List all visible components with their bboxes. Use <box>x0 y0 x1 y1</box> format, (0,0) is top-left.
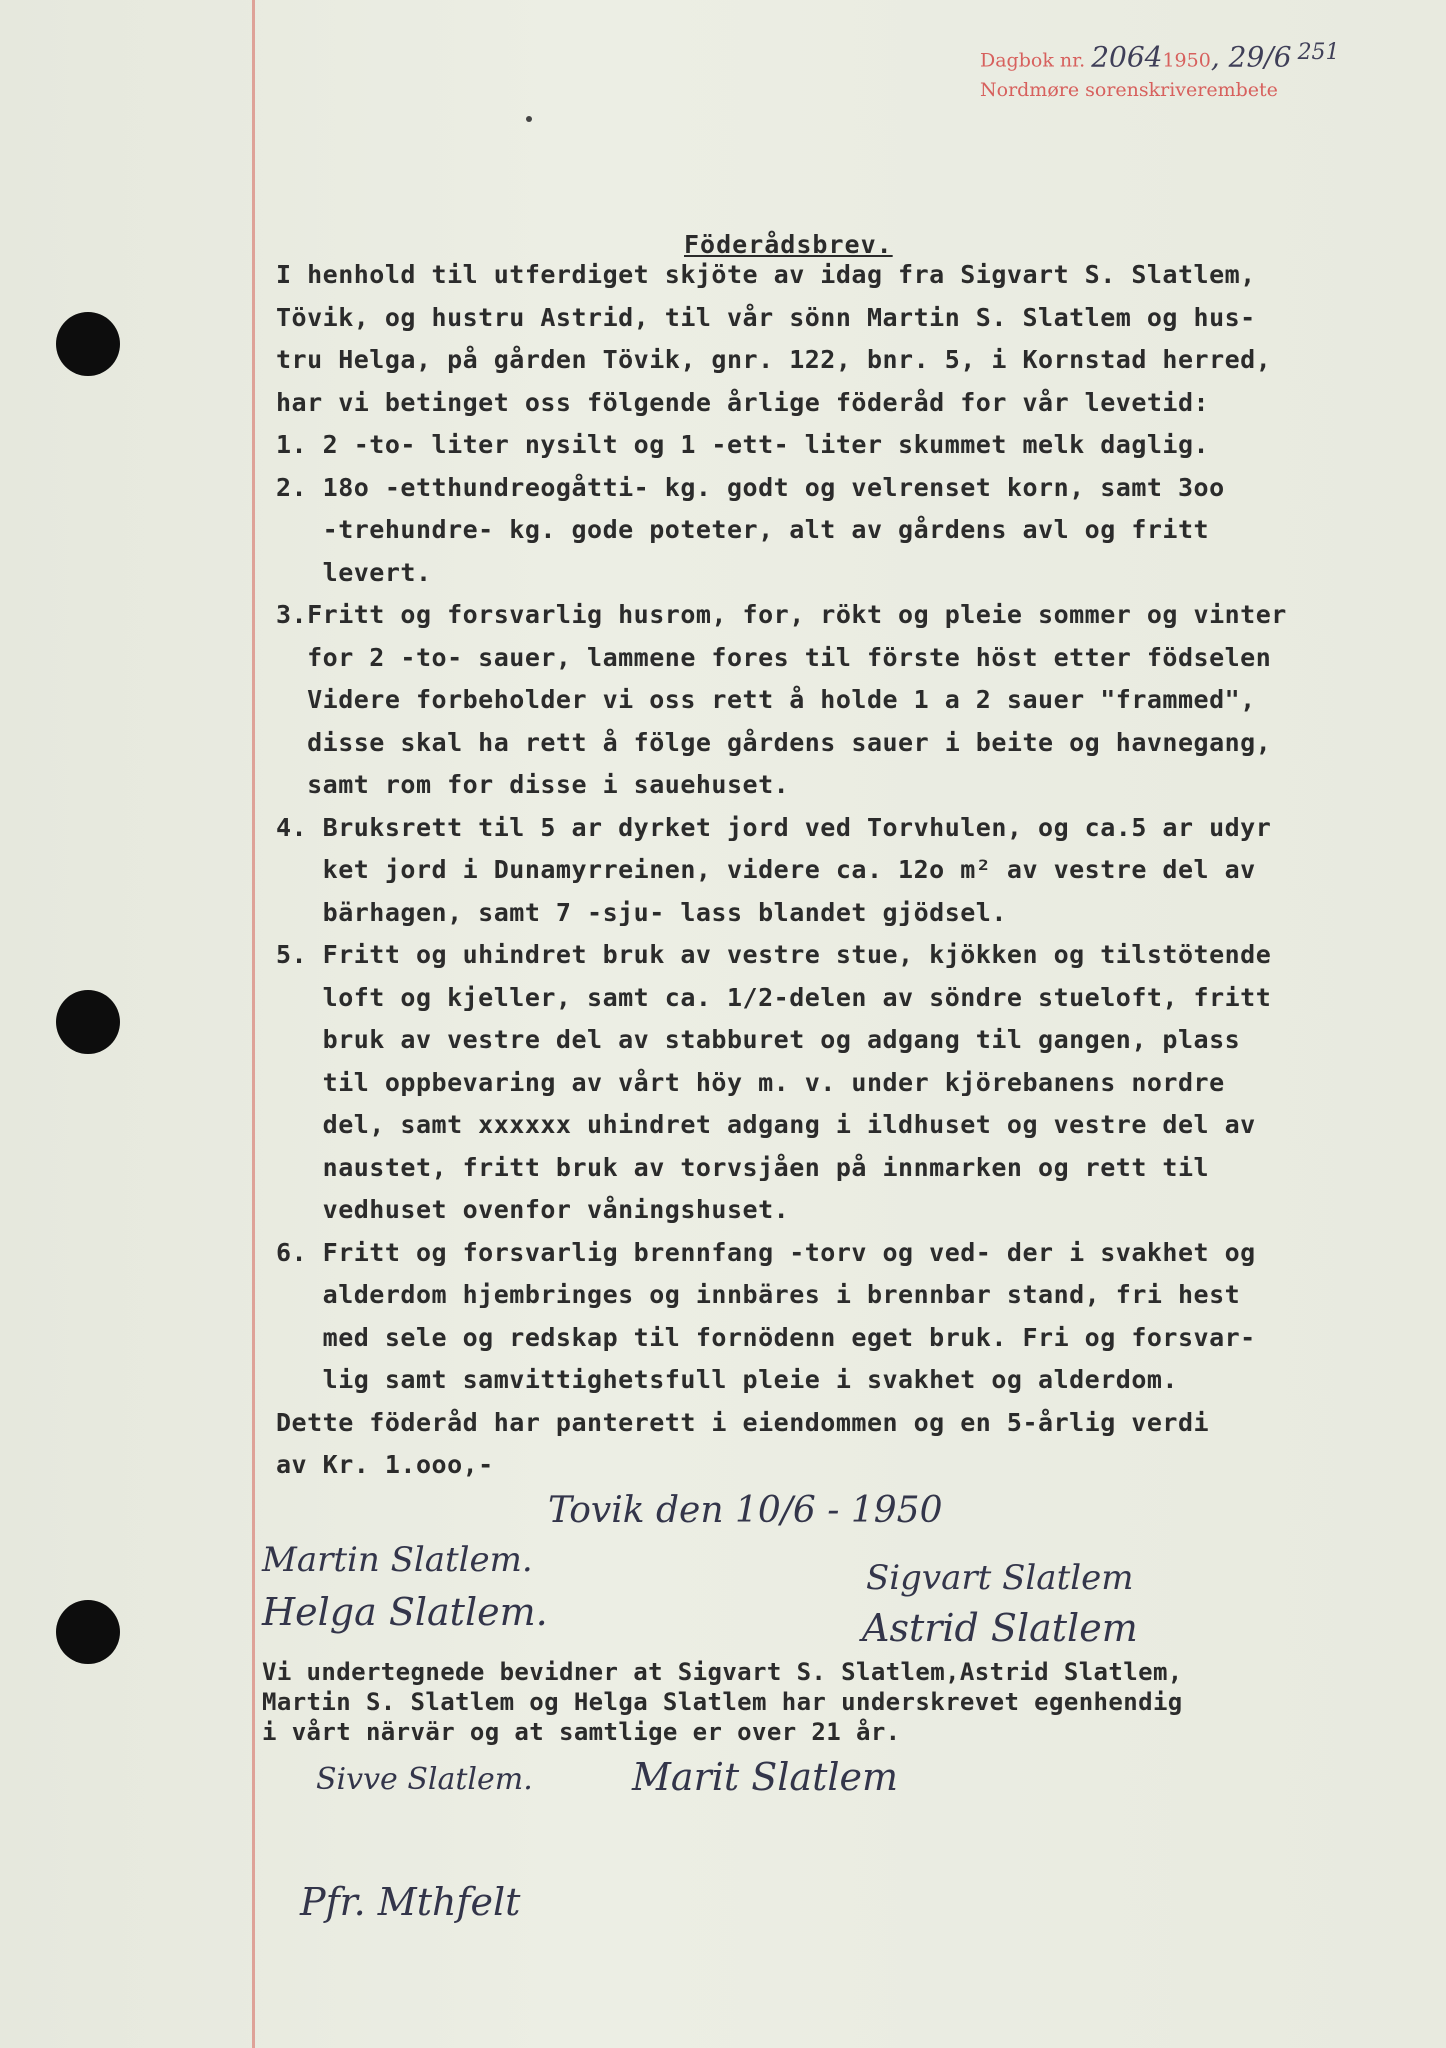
document-title: Föderådsbrev. <box>684 230 893 259</box>
signature-sigvart: Sigvart Slatlem <box>866 1558 1134 1598</box>
body-line: for 2 -to- sauer, lammene fores til förste höst etter födselen <box>276 642 1272 672</box>
witness-statement <box>262 1657 1412 1747</box>
body-line: ket jord i Dunamyrreinen, videre ca. 12o m² av vestre del av <box>276 855 1256 884</box>
stamp-number: 2064 <box>1091 40 1163 74</box>
body-line: tru Helga, på gården Tövik, gnr. 122, bnr. 5, i Kornstad herred, <box>276 345 1272 374</box>
punch-hole <box>56 990 120 1054</box>
body-line: har vi betinget oss fölgende årlige föderåd for vår levetid: <box>276 387 1210 417</box>
body-line: del, samt xxxxxx uhindret adgang i ildhuset og vestre del av <box>276 1110 1256 1139</box>
page-mark: 251 <box>1297 40 1340 65</box>
stamp-date: , 29/6 <box>1210 40 1292 74</box>
signature-helga: Helga Slatlem. <box>262 1590 548 1634</box>
body-line: levert. <box>276 557 432 587</box>
ink-dot <box>526 116 532 122</box>
witness-line: i vårt närvär og at samtlige er over 21 år. <box>262 1718 901 1746</box>
stamp-year: 1950 <box>1162 49 1211 72</box>
body-line: Tövik, og hustru Astrid, til vår sönn Martin S. Slatlem og hus- <box>276 302 1256 332</box>
witness-line: Vi undertegnede bevidner at Sigvart S. Slatlem,Astrid Slatlem, <box>262 1658 1183 1686</box>
body-line: Videre forbeholder vi oss rett å holde 1 a 2 sauer "frammed", <box>276 685 1256 714</box>
body-line: I henhold til utferdiget skjöte av idag fra Sigvart S. Slatlem, <box>276 260 1256 289</box>
document-body <box>276 254 1386 1487</box>
body-line: av Kr. 1.ooo,- <box>276 1450 494 1479</box>
body-line: Dette föderåd har panterett i eiendommen og en 5-årlig verdi <box>276 1407 1210 1437</box>
body-line: 5. Fritt og uhindret bruk av vestre stue, kjökken og tilstötende <box>276 940 1272 969</box>
registration-stamp <box>980 38 1400 105</box>
body-line: 4. Bruksrett til 5 ar dyrket jord ved Torvhulen, og ca.5 ar udyr <box>276 812 1272 842</box>
place-date: Tovik den 10/6 - 1950 <box>548 1490 943 1531</box>
body-line: samt rom for disse i sauehuset. <box>276 770 790 799</box>
witness-line: Martin S. Slatlem og Helga Slatlem har underskrevet egenhendig <box>262 1688 1183 1716</box>
body-line: loft og kjeller, samt ca. 1/2-delen av söndre stueloft, fritt <box>276 982 1272 1012</box>
signature-martin: Martin Slatlem. <box>262 1540 533 1580</box>
body-line: naustet, fritt bruk av torvsjåen på innmarken og rett til <box>276 1152 1210 1182</box>
body-line: -trehundre- kg. gode poteter, alt av gårdens avl og fritt <box>276 515 1210 544</box>
witness-signature-2: Marit Slatlem <box>632 1755 899 1799</box>
body-line: bruk av vestre del av stabburet og adgang til gangen, plass <box>276 1025 1241 1054</box>
body-line: alderdom hjembringes og innbäres i brennbar stand, fri hest <box>276 1280 1241 1309</box>
margin-line <box>252 0 255 2048</box>
signature-astrid: Astrid Slatlem <box>862 1606 1138 1650</box>
body-line: bärhagen, samt 7 -sju- lass blandet gjödsel. <box>276 897 1007 927</box>
body-line: disse skal ha rett å fölge gårdens sauer i beite og havnegang, <box>276 727 1272 757</box>
stamp-office: Nordmøre sorenskriverembete <box>980 79 1278 102</box>
body-line: 6. Fritt og forsvarlig brennfang -torv og ved- der i svakhet og <box>276 1237 1256 1267</box>
body-line: vedhuset ovenfor våningshuset. <box>276 1195 790 1224</box>
stamp-prefix: Dagbok nr. <box>980 49 1086 72</box>
body-line: lig samt samvittighetsfull pleie i svakhet og alderdom. <box>276 1365 1178 1394</box>
registrar-mark: Pfr. Mthfelt <box>300 1880 521 1924</box>
body-line: 2. 18o -etthundreogåtti- kg. godt og velrenset korn, samt 3oo <box>276 472 1225 502</box>
body-line: 3.Fritt og forsvarlig husrom, for, rökt og pleie sommer og vinter <box>276 600 1287 629</box>
witness-signature-1: Sivve Slatlem. <box>316 1762 533 1797</box>
body-line: 1. 2 -to- liter nysilt og 1 -ett- liter skummet melk daglig. <box>276 430 1210 459</box>
body-line: til oppbevaring av vårt höy m. v. under kjörebanens nordre <box>276 1067 1225 1097</box>
body-line: med sele og redskap til fornödenn eget bruk. Fri og forsvar- <box>276 1322 1256 1352</box>
punch-hole <box>56 312 120 376</box>
punch-hole <box>56 1600 120 1664</box>
